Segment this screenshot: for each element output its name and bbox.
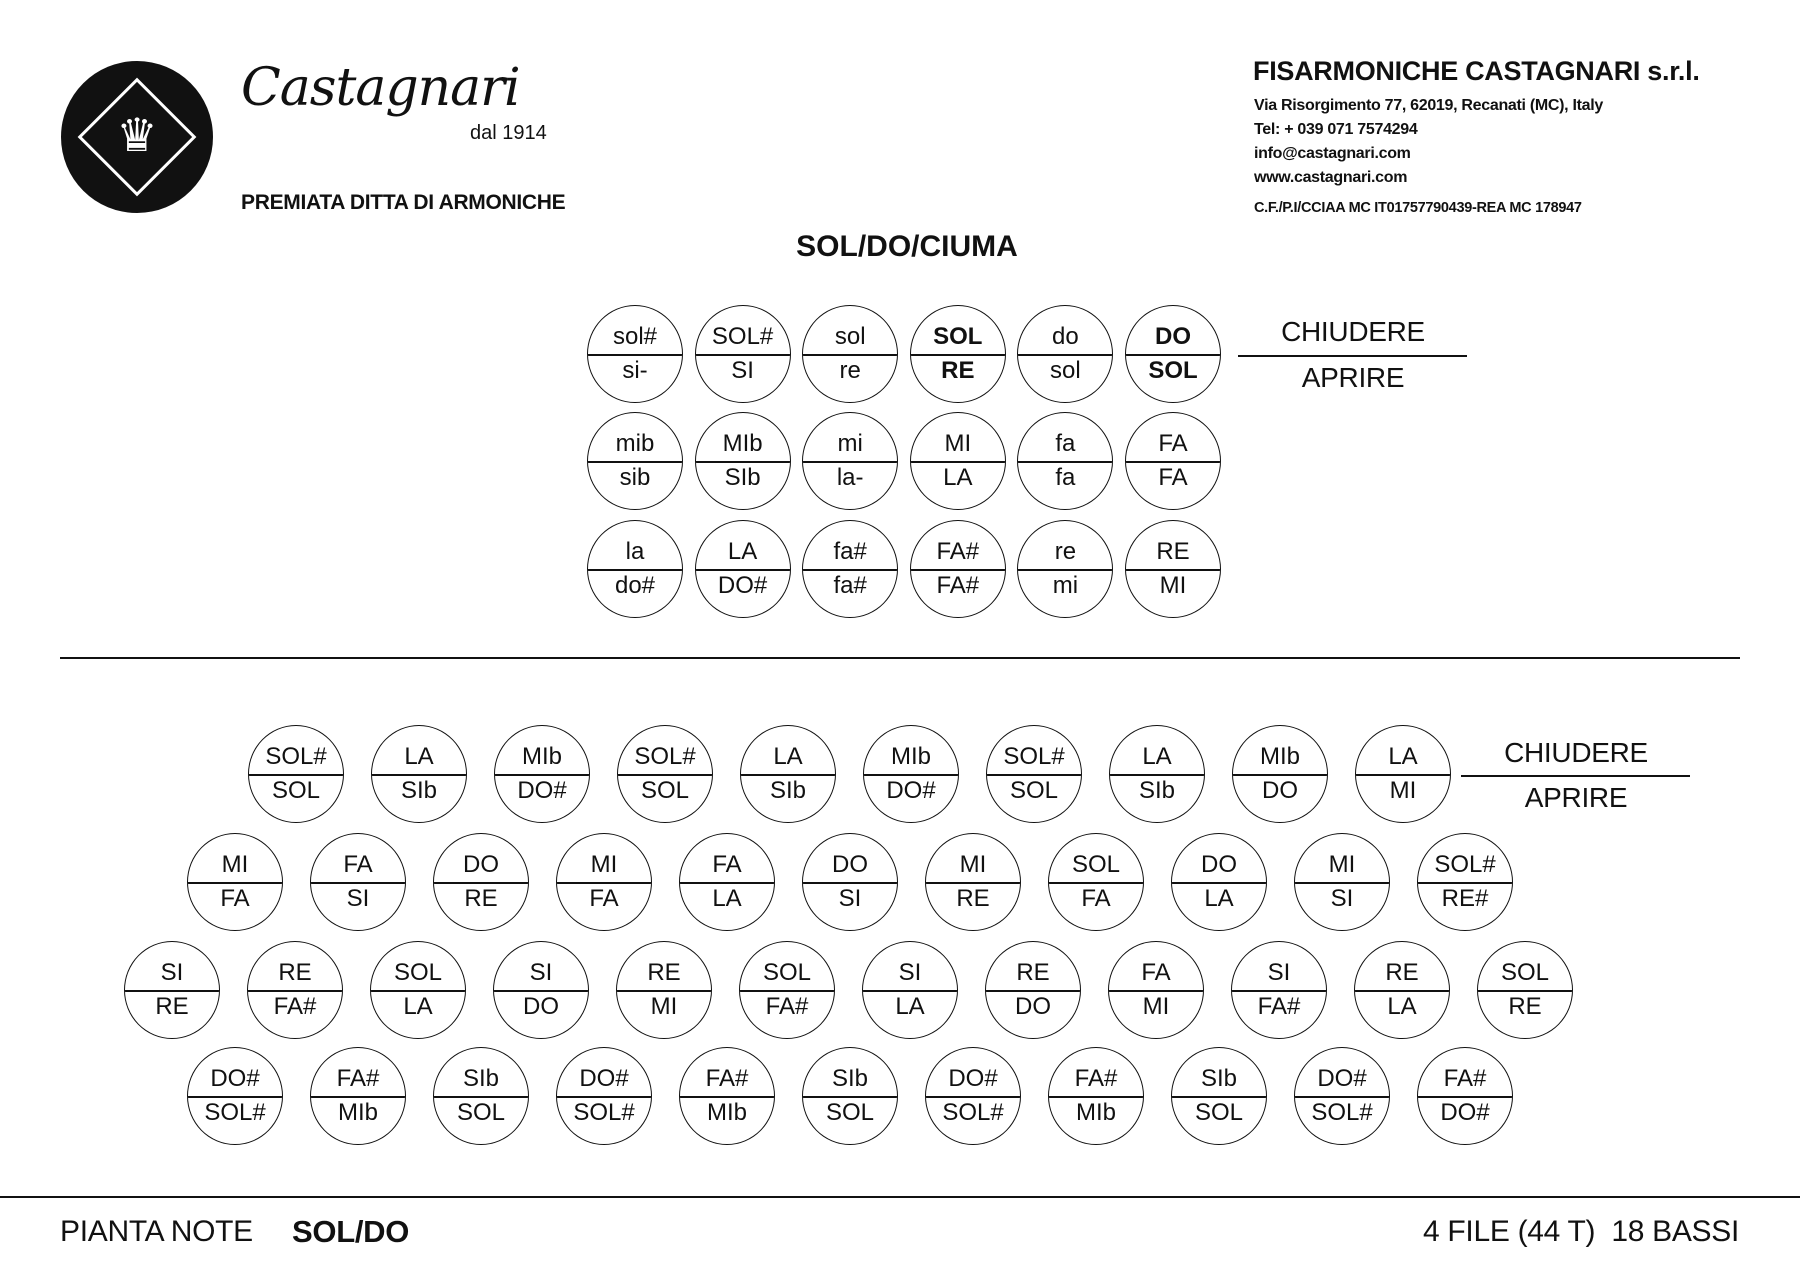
bass-button[interactable]	[556, 833, 652, 931]
closing-note: SI	[898, 959, 922, 986]
bass-button[interactable]	[740, 725, 836, 823]
closing-note: LA	[1388, 743, 1418, 770]
closing-note: mib	[615, 430, 655, 457]
treble-button[interactable]	[802, 305, 898, 403]
closing-note: FA	[343, 851, 373, 878]
opening-note: SIb	[400, 777, 438, 804]
closing-note: DO	[463, 851, 499, 878]
opening-note: si-	[622, 357, 648, 384]
bellows-divider	[803, 882, 897, 884]
bellows-divider	[1049, 1096, 1143, 1098]
bass-button[interactable]	[556, 1047, 652, 1145]
bellows-divider	[987, 774, 1081, 776]
bellows-divider	[926, 882, 1020, 884]
bellows-divider	[680, 882, 774, 884]
closing-note: SOL	[393, 959, 443, 986]
bellows-divider	[696, 354, 790, 356]
bass-button[interactable]	[370, 941, 466, 1039]
bass-button[interactable]	[925, 833, 1021, 931]
closing-note: FA	[1141, 959, 1171, 986]
bellows-divider	[803, 461, 897, 463]
closing-note: DO#	[579, 1065, 629, 1092]
bellows-divider	[1356, 774, 1450, 776]
bass-button[interactable]	[1108, 941, 1204, 1039]
brand-tagline: PREMIATA DITTA DI ARMONICHE	[241, 191, 566, 214]
closing-note: FA#	[936, 538, 980, 565]
bellows-divider	[1295, 1096, 1389, 1098]
opening-note: SOL	[1194, 1099, 1244, 1126]
opening-note: SOL	[1009, 777, 1059, 804]
opening-note: la-	[836, 464, 864, 491]
bellows-divider	[249, 774, 343, 776]
closing-note: MIb	[722, 430, 763, 457]
bass-button[interactable]	[1231, 941, 1327, 1039]
treble-legend-close: CHIUDERE	[1281, 316, 1425, 347]
bellows-divider	[740, 990, 834, 992]
opening-note: SIb	[769, 777, 807, 804]
bass-button[interactable]	[1294, 833, 1390, 931]
bass-legend-close: CHIUDERE	[1504, 737, 1648, 768]
treble-button[interactable]	[910, 305, 1006, 403]
opening-note: SOL#	[204, 1099, 266, 1126]
opening-note: RE	[464, 885, 498, 912]
bellows-divider	[1126, 461, 1220, 463]
closing-note: SIb	[1200, 1065, 1238, 1092]
bass-button[interactable]	[1354, 941, 1450, 1039]
opening-note: SOL	[640, 777, 690, 804]
treble-button[interactable]	[1125, 412, 1221, 510]
bellows-divider	[588, 354, 682, 356]
bass-button[interactable]	[494, 725, 590, 823]
closing-note: fa	[1055, 430, 1076, 457]
section-divider	[60, 657, 1740, 659]
opening-note: RE	[155, 993, 189, 1020]
bellows-divider	[1233, 774, 1327, 776]
bass-button[interactable]	[802, 833, 898, 931]
footer-spec: 4 FILE (44 T) 18 BASSI	[1422, 1215, 1739, 1248]
bellows-divider	[741, 774, 835, 776]
opening-note: FA#	[765, 993, 809, 1020]
treble-button[interactable]	[695, 520, 791, 618]
bellows-divider	[911, 461, 1005, 463]
opening-note: mi	[1052, 572, 1079, 599]
opening-note: LA	[895, 993, 925, 1020]
closing-note: DO	[1155, 323, 1191, 350]
company-address: Via Risorgimento 77, 62019, Recanati (MC), Italy	[1254, 97, 1603, 114]
closing-note: RE	[1385, 959, 1419, 986]
bellows-divider	[696, 569, 790, 571]
closing-note: LA	[1142, 743, 1172, 770]
bellows-divider	[1172, 1096, 1266, 1098]
bellows-divider	[863, 990, 957, 992]
bass-button[interactable]	[371, 725, 467, 823]
treble-button[interactable]	[802, 412, 898, 510]
closing-note: SOL	[762, 959, 812, 986]
opening-note: LA	[403, 993, 433, 1020]
bellows-divider	[588, 569, 682, 571]
footer-label: PIANTA NOTE	[60, 1215, 253, 1248]
closing-note: DO#	[210, 1065, 260, 1092]
bellows-divider	[494, 990, 588, 992]
closing-note: sol	[834, 323, 866, 350]
closing-note: SOL#	[634, 743, 696, 770]
page-title: SOL/DO/CIUMA	[796, 230, 1018, 263]
bellows-divider	[371, 990, 465, 992]
opening-note: MI	[1389, 777, 1417, 804]
opening-note: DO#	[886, 777, 936, 804]
bass-button[interactable]	[1171, 833, 1267, 931]
bass-button[interactable]	[925, 1047, 1021, 1145]
bellows-divider	[1232, 990, 1326, 992]
closing-note: DO	[1201, 851, 1237, 878]
brand-since: dal 1914	[470, 122, 547, 144]
bellows-divider	[1126, 569, 1220, 571]
bellows-divider	[311, 882, 405, 884]
closing-note: FA	[1158, 430, 1188, 457]
treble-button[interactable]	[695, 305, 791, 403]
bellows-divider	[1418, 1096, 1512, 1098]
closing-note: LA	[404, 743, 434, 770]
bellows-divider	[803, 1096, 897, 1098]
bellows-divider	[803, 354, 897, 356]
bass-button[interactable]	[310, 1047, 406, 1145]
closing-note: MIb	[1259, 743, 1300, 770]
bass-button[interactable]	[679, 1047, 775, 1145]
opening-note: MIb	[337, 1099, 378, 1126]
opening-note: MI	[1159, 572, 1187, 599]
bass-button[interactable]	[679, 833, 775, 931]
bellows-divider	[1018, 461, 1112, 463]
closing-note: FA	[712, 851, 742, 878]
opening-note: FA	[220, 885, 250, 912]
closing-note: SOL#	[1003, 743, 1065, 770]
bellows-divider	[864, 774, 958, 776]
bellows-divider	[125, 990, 219, 992]
closing-note: SOL	[1500, 959, 1550, 986]
closing-note: RE	[1156, 538, 1190, 565]
bass-button[interactable]	[433, 1047, 529, 1145]
bass-button[interactable]	[1417, 833, 1513, 931]
bellows-divider	[911, 354, 1005, 356]
closing-note: DO#	[948, 1065, 998, 1092]
bellows-divider	[1049, 882, 1143, 884]
opening-note: re	[839, 357, 861, 384]
closing-note: MIb	[890, 743, 931, 770]
bass-button[interactable]	[1048, 1047, 1144, 1145]
bellows-divider	[986, 990, 1080, 992]
opening-note: MIb	[1075, 1099, 1116, 1126]
closing-note: FA#	[705, 1065, 749, 1092]
opening-note: SOL	[825, 1099, 875, 1126]
bellows-divider	[696, 461, 790, 463]
opening-note: SI	[346, 885, 370, 912]
closing-note: sol#	[612, 323, 658, 350]
opening-note: fa#	[833, 572, 867, 599]
bass-button[interactable]	[247, 941, 343, 1039]
closing-note: SOL#	[265, 743, 327, 770]
treble-button[interactable]	[910, 520, 1006, 618]
closing-note: RE	[1016, 959, 1050, 986]
bass-button[interactable]	[124, 941, 220, 1039]
closing-note: MI	[959, 851, 987, 878]
opening-note: LA	[712, 885, 742, 912]
opening-note: DO	[1262, 777, 1298, 804]
opening-note: RE#	[1441, 885, 1489, 912]
opening-note: MIb	[706, 1099, 747, 1126]
treble-button[interactable]	[1017, 305, 1113, 403]
opening-note: SOL#	[573, 1099, 635, 1126]
opening-note: sol	[1050, 357, 1081, 384]
closing-note: SIb	[831, 1065, 869, 1092]
opening-note: fa	[1055, 464, 1076, 491]
opening-note: FA#	[936, 572, 980, 599]
bass-button[interactable]	[187, 833, 283, 931]
opening-note: MI	[1142, 993, 1170, 1020]
bellows-divider	[311, 1096, 405, 1098]
closing-note: SI	[160, 959, 184, 986]
closing-note: RE	[647, 959, 681, 986]
bellows-divider	[1126, 354, 1220, 356]
opening-note: MI	[650, 993, 678, 1020]
bass-legend-open: APRIRE	[1524, 782, 1628, 813]
bellows-divider	[188, 1096, 282, 1098]
bellows-divider	[803, 569, 897, 571]
company-registry: C.F./P.I/CCIAA MC IT01757790439-REA MC 178947	[1254, 200, 1582, 216]
closing-note: SI	[529, 959, 553, 986]
bellows-divider	[557, 882, 651, 884]
bass-button[interactable]	[248, 725, 344, 823]
closing-note: SOL	[1071, 851, 1121, 878]
opening-note: LA	[943, 464, 973, 491]
closing-note: MIb	[521, 743, 562, 770]
closing-note: SIb	[462, 1065, 500, 1092]
opening-note: SOL	[271, 777, 321, 804]
bass-button[interactable]	[1171, 1047, 1267, 1145]
opening-note: do#	[614, 572, 656, 599]
bellows-divider	[1109, 990, 1203, 992]
treble-button[interactable]	[587, 305, 683, 403]
company-name: FISARMONICHE CASTAGNARI s.r.l.	[1253, 56, 1700, 86]
treble-button[interactable]	[1017, 412, 1113, 510]
bass-button[interactable]	[310, 833, 406, 931]
bass-button[interactable]	[1109, 725, 1205, 823]
opening-note: RE	[956, 885, 990, 912]
opening-note: FA#	[1257, 993, 1301, 1020]
opening-note: SI	[838, 885, 862, 912]
opening-note: FA#	[273, 993, 317, 1020]
treble-button[interactable]	[1017, 520, 1113, 618]
closing-note: SOL#	[711, 323, 774, 350]
closing-note: do	[1052, 323, 1079, 350]
closing-note: LA	[773, 743, 803, 770]
closing-note: LA	[727, 538, 758, 565]
bass-button[interactable]	[985, 941, 1081, 1039]
closing-note: MI	[1328, 851, 1356, 878]
crown-treble-clef-icon: ♛	[116, 108, 158, 162]
bellows-divider	[680, 1096, 774, 1098]
opening-note: SIb	[724, 464, 761, 491]
closing-note: re	[1054, 538, 1077, 565]
closing-note: la	[625, 538, 645, 565]
bass-button[interactable]	[863, 725, 959, 823]
bass-button[interactable]	[1417, 1047, 1513, 1145]
bass-button[interactable]	[739, 941, 835, 1039]
bass-button[interactable]	[1232, 725, 1328, 823]
company-email[interactable]: info@castagnari.com	[1254, 145, 1411, 162]
opening-note: DO#	[717, 572, 768, 599]
bellows-divider	[248, 990, 342, 992]
opening-note: FA	[1158, 464, 1188, 491]
closing-note: MI	[944, 430, 972, 457]
opening-note: SI	[1330, 885, 1354, 912]
bellows-divider	[588, 461, 682, 463]
bass-button[interactable]	[986, 725, 1082, 823]
closing-note: fa#	[833, 538, 867, 565]
opening-note: LA	[1387, 993, 1417, 1020]
bellows-divider	[1110, 774, 1204, 776]
bellows-divider	[1295, 882, 1389, 884]
bellows-divider	[1172, 882, 1266, 884]
bellows-divider	[1418, 882, 1512, 884]
opening-note: SIb	[1138, 777, 1176, 804]
treble-button[interactable]	[587, 520, 683, 618]
bellows-divider	[1018, 569, 1112, 571]
treble-button[interactable]	[910, 412, 1006, 510]
bellows-divider	[1478, 990, 1572, 992]
closing-note: MI	[590, 851, 618, 878]
bellows-divider	[434, 1096, 528, 1098]
treble-button[interactable]	[1125, 520, 1221, 618]
treble-button[interactable]	[695, 412, 791, 510]
bellows-divider	[434, 882, 528, 884]
bass-button[interactable]	[1477, 941, 1573, 1039]
opening-note: RE	[941, 357, 975, 384]
footer-system: SOL/DO	[292, 1214, 410, 1249]
treble-button[interactable]	[802, 520, 898, 618]
bellows-divider	[372, 774, 466, 776]
bellows-divider	[557, 1096, 651, 1098]
opening-note: DO	[1015, 993, 1051, 1020]
opening-note: FA	[1081, 885, 1111, 912]
closing-note: DO#	[1317, 1065, 1367, 1092]
closing-note: SOL#	[1434, 851, 1496, 878]
opening-note: SOL	[456, 1099, 506, 1126]
closing-note: mi	[837, 430, 863, 457]
opening-note: DO#	[1440, 1099, 1490, 1126]
bass-legend-divider	[1461, 775, 1690, 777]
opening-note: SOL#	[1311, 1099, 1373, 1126]
closing-note: FA#	[1074, 1065, 1118, 1092]
opening-note: DO#	[517, 777, 567, 804]
company-phone: Tel: + 039 071 7574294	[1254, 121, 1418, 138]
bellows-divider	[617, 990, 711, 992]
bellows-divider	[1355, 990, 1449, 992]
brand-logo-emblem	[61, 61, 213, 213]
brand-logo-script: Castagnari	[241, 58, 520, 118]
treble-legend-divider	[1238, 355, 1467, 357]
opening-note: SI	[731, 357, 754, 384]
bass-button[interactable]	[187, 1047, 283, 1145]
bellows-divider	[1018, 354, 1112, 356]
opening-note: SOL#	[942, 1099, 1004, 1126]
bass-button[interactable]	[616, 941, 712, 1039]
closing-note: MI	[221, 851, 249, 878]
closing-note: FA#	[336, 1065, 380, 1092]
bellows-divider	[926, 1096, 1020, 1098]
opening-note: DO	[523, 993, 559, 1020]
bellows-divider	[188, 882, 282, 884]
closing-note: SI	[1267, 959, 1291, 986]
bass-button[interactable]	[493, 941, 589, 1039]
bass-button[interactable]	[1048, 833, 1144, 931]
footer-divider	[0, 1196, 1800, 1198]
bellows-divider	[618, 774, 712, 776]
treble-legend-open: APRIRE	[1301, 362, 1405, 393]
closing-note: DO	[832, 851, 868, 878]
opening-note: SOL	[1148, 357, 1198, 384]
company-website[interactable]: www.castagnari.com	[1254, 169, 1408, 186]
opening-note: LA	[1204, 885, 1234, 912]
treble-button[interactable]	[587, 412, 683, 510]
bellows-divider	[495, 774, 589, 776]
opening-note: sib	[619, 464, 651, 491]
closing-note: SOL	[933, 323, 983, 350]
treble-button[interactable]	[1125, 305, 1221, 403]
bass-button[interactable]	[617, 725, 713, 823]
opening-note: RE	[1508, 993, 1542, 1020]
opening-note: FA	[589, 885, 619, 912]
bellows-divider	[911, 569, 1005, 571]
closing-note: RE	[278, 959, 312, 986]
bass-button[interactable]	[802, 1047, 898, 1145]
bass-button[interactable]	[862, 941, 958, 1039]
bass-button[interactable]	[1355, 725, 1451, 823]
bass-button[interactable]	[433, 833, 529, 931]
closing-note: FA#	[1443, 1065, 1487, 1092]
bass-button[interactable]	[1294, 1047, 1390, 1145]
